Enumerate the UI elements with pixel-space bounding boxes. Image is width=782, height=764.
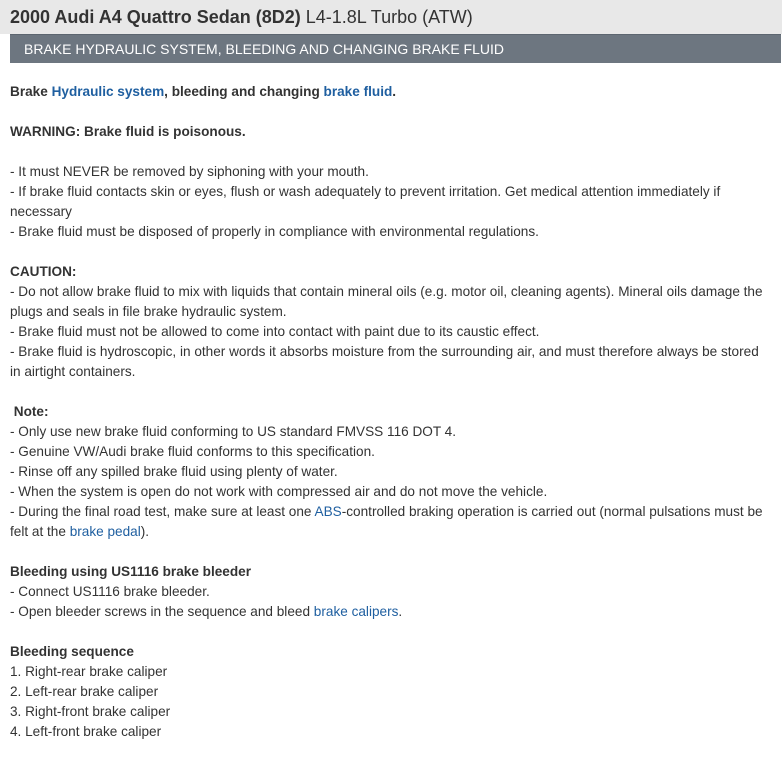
section-banner-text: BRAKE HYDRAULIC SYSTEM, BLEEDING AND CHANGING BRAKE FLUID (24, 41, 504, 57)
brake-fluid-link[interactable]: brake fluid (323, 84, 393, 99)
note-item: - Only use new brake fluid conforming to US standard FMVSS 116 DOT 4. (10, 424, 457, 439)
engine-label: L4-1.8L Turbo (ATW) (305, 6, 473, 27)
sequence-item: 3. Right-front brake caliper (10, 704, 171, 719)
warning-item: - Brake fluid must be disposed of properly in compliance with environmental regulations. (10, 224, 539, 239)
note-list (10, 422, 772, 542)
sequence-list (10, 662, 772, 742)
intro-text-2: , bleeding and changing (164, 84, 324, 99)
sequence-item: 1. Right-rear brake caliper (10, 664, 168, 679)
intro-paragraph (10, 82, 772, 102)
brake-pedal-link[interactable]: brake pedal (69, 524, 141, 539)
warning-item: - It must NEVER be removed by siphoning with your mouth. (10, 164, 369, 179)
document-body (10, 62, 772, 742)
note-item: - Genuine VW/Audi brake fluid conforms to this specification. (10, 444, 375, 459)
warning-heading: WARNING: Brake fluid is poisonous. (10, 124, 246, 139)
sequence-heading: Bleeding sequence (10, 644, 134, 659)
warning-list (10, 162, 772, 242)
intro-text-3: . (392, 84, 397, 99)
bleeding-item: - Connect US1116 brake bleeder. (10, 584, 210, 599)
section-banner (10, 34, 781, 63)
note-item-text-2: -controlled braking operation is carried out (normal pulsations must be felt at the (10, 504, 763, 539)
warning-item: - If brake fluid contacts skin or eyes, flush or wash adequately to prevent irritation. Get medical attention immediately if necessary (10, 184, 721, 219)
note-heading: Note: (10, 404, 49, 419)
caution-item: - Do not allow brake fluid to mix with liquids that contain mineral oils (e.g. motor oil, cleaning agents). Mineral oils damage the plugs and seals in file brake hydraulic system. (10, 284, 763, 319)
caution-item: - Brake fluid must not be allowed to come into contact with paint due to its caustic effect. (10, 324, 540, 339)
caution-heading: CAUTION: (10, 264, 77, 279)
sequence-item: 4. Left-front brake caliper (10, 724, 162, 739)
title-bar (0, 0, 782, 34)
sequence-item: 2. Left-rear brake caliper (10, 684, 159, 699)
note-item: - Rinse off any spilled brake fluid using plenty of water. (10, 464, 338, 479)
vehicle-title: 2000 Audi A4 Quattro Sedan (8D2) (10, 6, 301, 27)
bleeding-list (10, 582, 772, 622)
abs-link[interactable]: ABS (314, 504, 342, 519)
caution-list (10, 282, 772, 382)
note-item-text-1: - During the final road test, make sure at least one (10, 504, 315, 519)
bleeding-heading: Bleeding using US1116 brake bleeder (10, 564, 252, 579)
intro-text-1: Brake (10, 84, 52, 99)
bleeding-item-text: - Open bleeder screws in the sequence and bleed (10, 604, 314, 619)
note-item: - When the system is open do not work with compressed air and do not move the vehicle. (10, 484, 548, 499)
caution-item: - Brake fluid is hydroscopic, in other words it absorbs moisture from the surrounding air, and must therefore always be stored in airtight containers. (10, 344, 759, 379)
brake-calipers-link[interactable]: brake calipers (313, 604, 399, 619)
bleeding-item-end: . (398, 604, 403, 619)
bleeding-item (10, 602, 772, 622)
note-item-text-3: ). (140, 524, 150, 539)
note-item (10, 502, 772, 542)
hydraulic-system-link[interactable]: Hydraulic system (51, 84, 165, 99)
